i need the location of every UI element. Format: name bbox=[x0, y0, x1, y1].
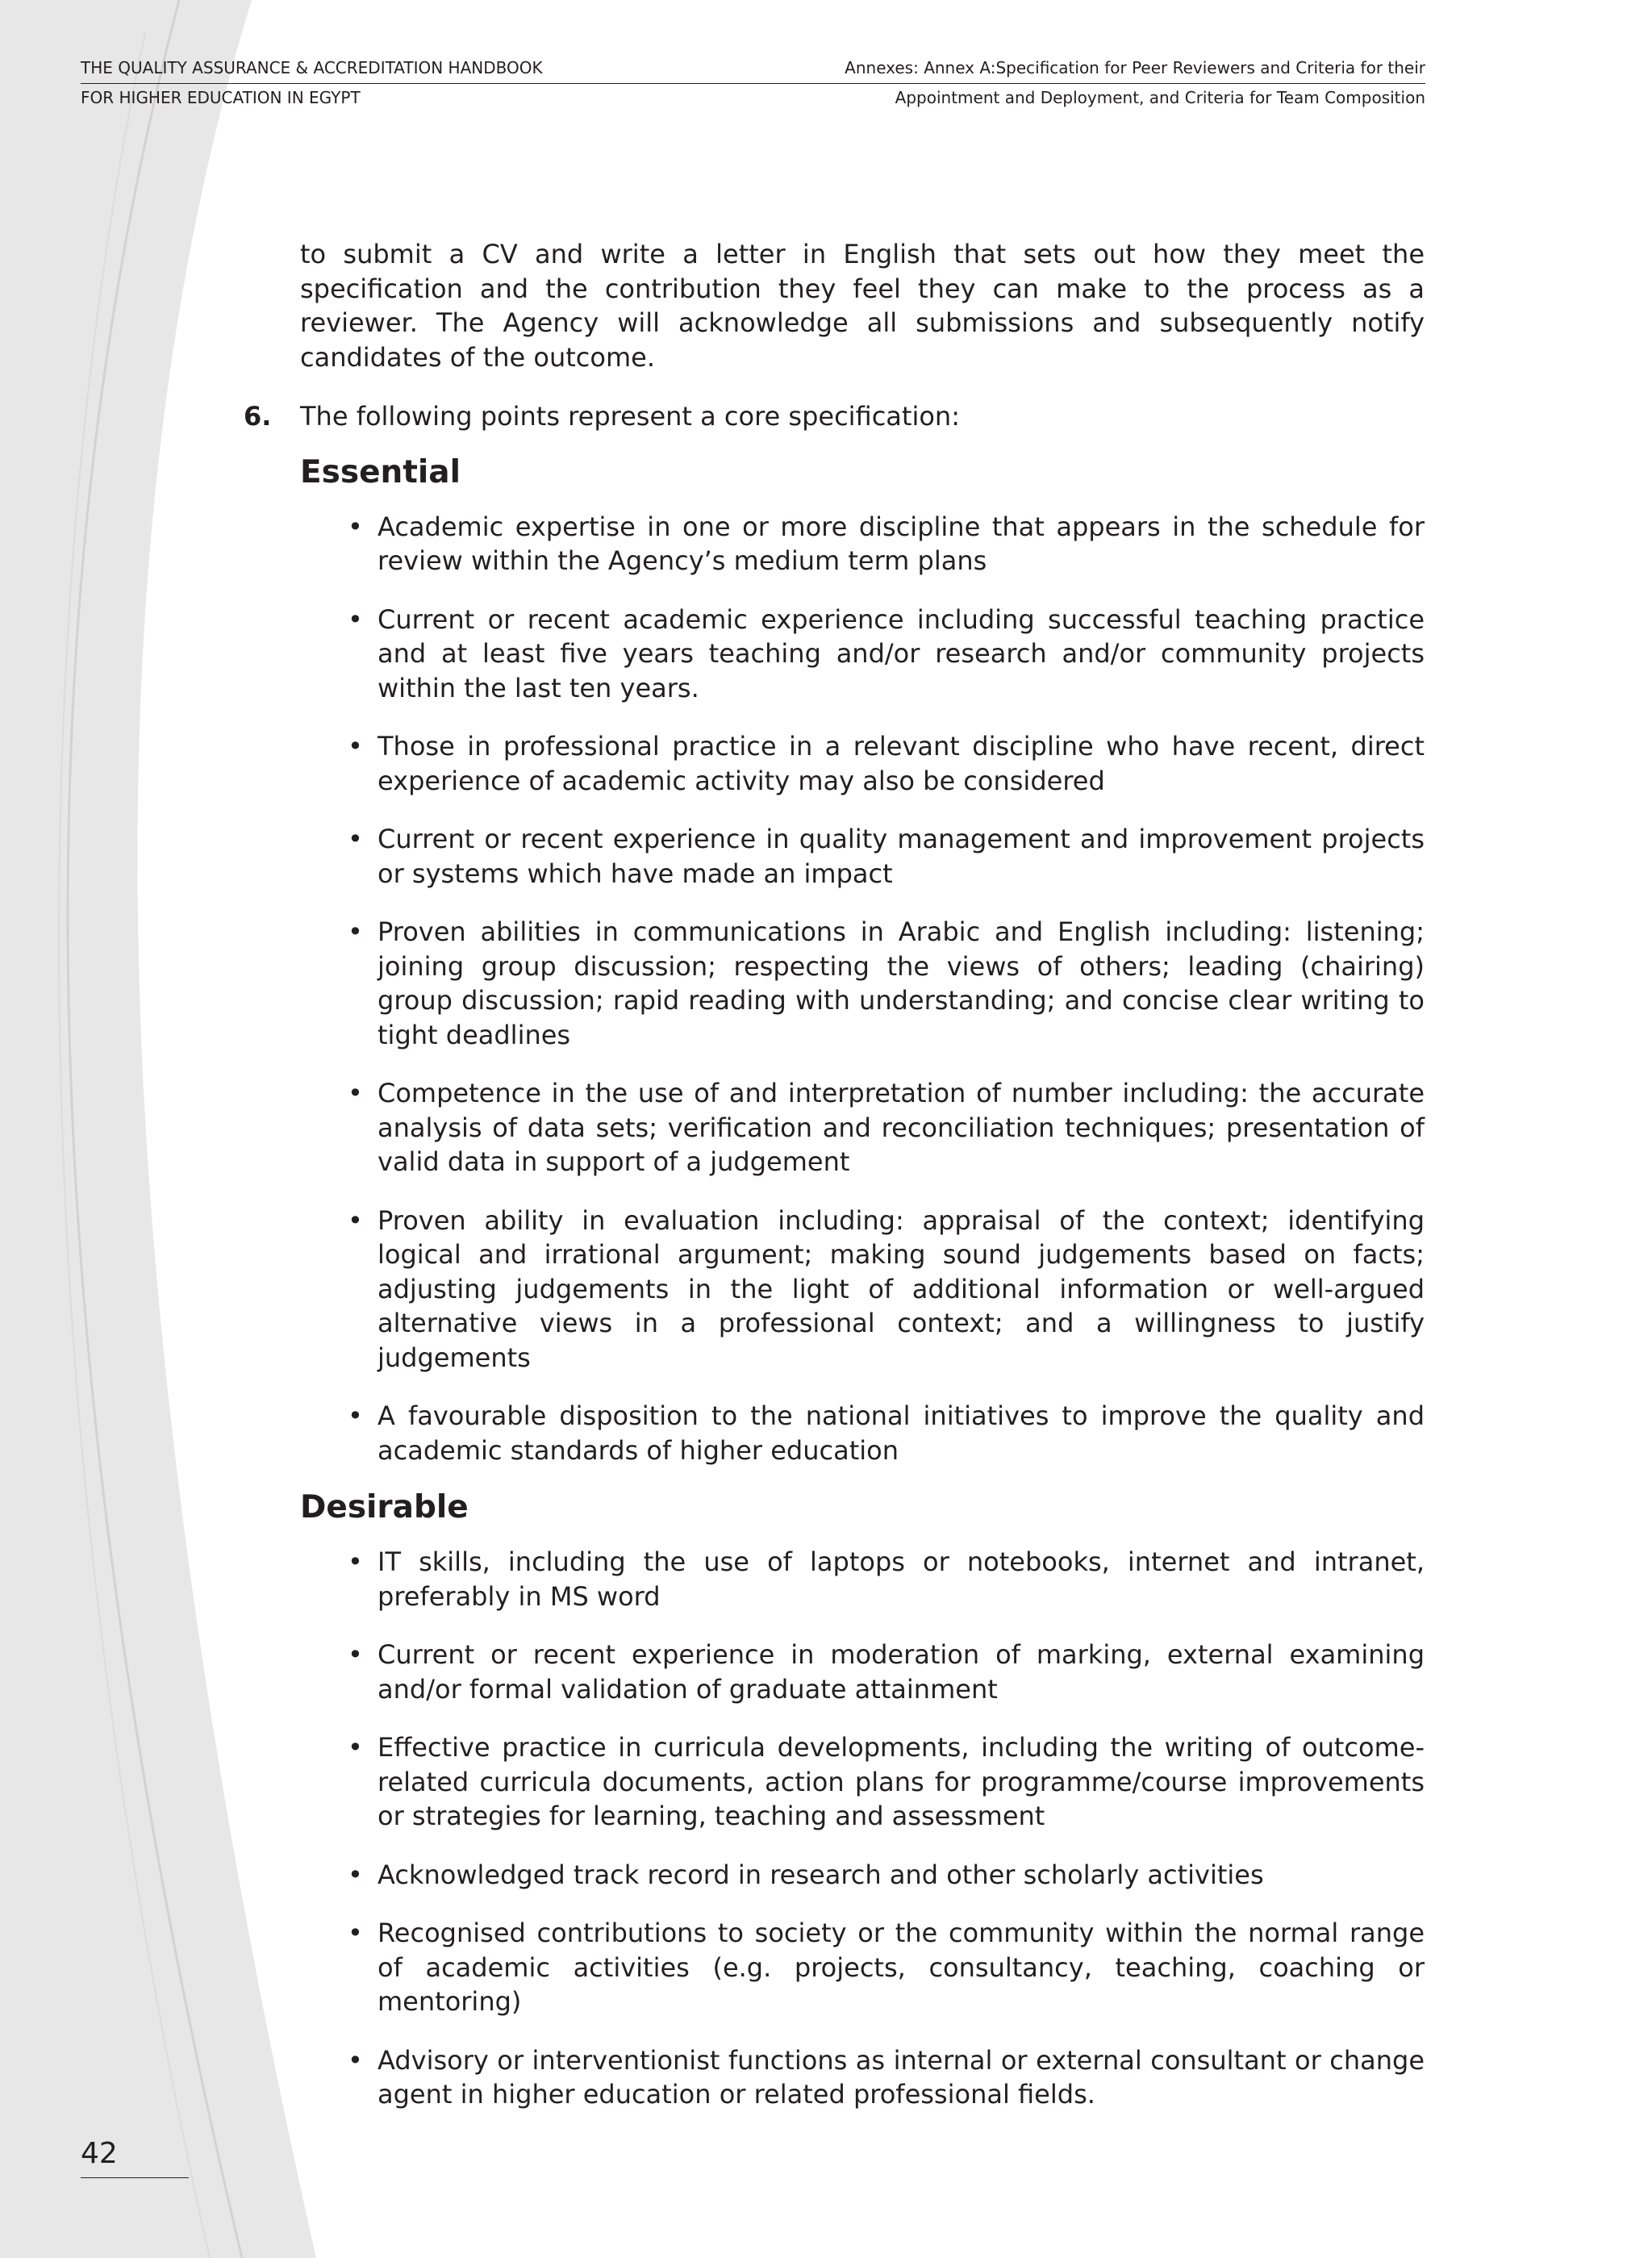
list-item-text: IT skills, including the use of laptops or notebooks, internet and intranet, preferably in MS word bbox=[378, 1546, 1425, 1612]
header-section-subtitle: Appointment and Deployment, and Criteria for Team Composition bbox=[895, 88, 1425, 107]
list-item-text: Proven abilities in communications in Arabic and English including: listening; joining group discussion; respecting the views of others; leading (chairing) group discussion; rapid reading with understanding; and concise clear writing to tight deadlines bbox=[378, 916, 1425, 1050]
list-item-text: Advisory or interventionist functions as internal or external consultant or change agent in higher education or related professional fields. bbox=[378, 2044, 1425, 2110]
intro-paragraph: to submit a CV and write a letter in English that sets out how they meet the specification and the contribution they feel they can make to the process as a reviewer. The Agency will acknowledge all submissions and subsequently notify candidates of the outcome. bbox=[300, 239, 1425, 373]
essential-list-item bbox=[350, 729, 1425, 798]
page-body bbox=[244, 237, 1425, 2136]
desirable-list bbox=[350, 1545, 1425, 2112]
list-item-text: Current or recent experience in moderation of marking, external examining and/or formal validation of graduate attainment bbox=[378, 1639, 1425, 1705]
desirable-list-item bbox=[350, 1858, 1425, 1893]
essential-list-item bbox=[350, 510, 1425, 578]
swoosh-gray-band bbox=[0, 0, 316, 2258]
list-item-text: Those in professional practice in a relevant discipline who have recent, direct experience of academic activity may also be considered bbox=[378, 731, 1425, 796]
page-number: 42 bbox=[81, 2137, 118, 2170]
header-handbook-title: THE QUALITY ASSURANCE & ACCREDITATION HANDBOOK bbox=[81, 58, 543, 77]
header-section-title: Annexes: Annex A:Specification for Peer Reviewers and Criteria for their bbox=[845, 58, 1425, 77]
essential-list-item bbox=[350, 1076, 1425, 1179]
bullet-icon: • bbox=[348, 1546, 363, 1577]
header-handbook-subtitle: FOR HIGHER EDUCATION IN EGYPT bbox=[81, 88, 361, 107]
list-item-text: A favourable disposition to the national initiatives to improve the quality and academic standards of higher education bbox=[378, 1400, 1425, 1466]
bullet-icon: • bbox=[348, 1204, 363, 1236]
bullet-icon: • bbox=[348, 731, 363, 762]
essential-list-item bbox=[350, 1204, 1425, 1375]
desirable-list-item bbox=[350, 2043, 1425, 2112]
bullet-icon: • bbox=[348, 1639, 363, 1670]
desirable-list-item bbox=[350, 1545, 1425, 1613]
desirable-list-item bbox=[350, 1638, 1425, 1706]
header-rule bbox=[81, 83, 1425, 84]
bullet-icon: • bbox=[348, 511, 363, 542]
bullet-icon: • bbox=[348, 1918, 363, 1948]
point-text: The following points represent a core specification: bbox=[300, 401, 960, 432]
point-number: 6. bbox=[244, 401, 272, 432]
bullet-icon: • bbox=[348, 2044, 363, 2076]
list-item-text: Competence in the use of and interpretation of number including: the accurate analysis of data sets; verification and reconciliation techniques; presentation of valid data in support of a judgement bbox=[378, 1078, 1425, 1177]
essential-list-item bbox=[350, 1399, 1425, 1467]
bullet-icon: • bbox=[348, 1400, 363, 1431]
bullet-icon: • bbox=[348, 1859, 363, 1890]
list-item-text: Acknowledged track record in research and other scholarly activities bbox=[378, 1859, 1264, 1890]
bullet-icon: • bbox=[348, 603, 363, 635]
list-item-text: Current or recent academic experience including successful teaching practice and at least five years teaching and/or research and/or community projects within the last ten years. bbox=[378, 603, 1425, 703]
bullet-icon: • bbox=[348, 1078, 363, 1108]
list-item-text: Recognised contributions to society or the community within the normal range of academic activities (e.g. projects, consultancy, teaching, coaching or mentoring) bbox=[378, 1918, 1425, 2017]
list-item-text: Proven ability in evaluation including: appraisal of the context; identifying logical and irrational argument; making sound judgements based on facts; adjusting judgements in the light of additional information or well-argued alternative views in a professional context; and a willingness to justify judgements bbox=[378, 1204, 1425, 1373]
list-item-text: Academic expertise in one or more discipline that appears in the schedule for review within the Agency’s medium term plans bbox=[378, 511, 1425, 576]
essential-list-item bbox=[350, 915, 1425, 1052]
list-item-text: Effective practice in curricula developments, including the writing of outcome-related curricula documents, action plans for programme/course improvements or strategies for learning, teaching and assessment bbox=[378, 1732, 1425, 1831]
bullet-icon: • bbox=[348, 1732, 363, 1763]
desirable-list-item bbox=[350, 1916, 1425, 2019]
essential-list-item bbox=[350, 822, 1425, 891]
bullet-icon: • bbox=[348, 916, 363, 947]
bullet-icon: • bbox=[348, 824, 363, 854]
essential-heading: Essential bbox=[300, 453, 461, 490]
desirable-list-item bbox=[350, 1730, 1425, 1834]
essential-list-item bbox=[350, 603, 1425, 706]
desirable-heading: Desirable bbox=[300, 1489, 469, 1526]
list-item-text: Current or recent experience in quality management and improvement projects or systems which have made an impact bbox=[378, 824, 1425, 889]
numbered-point bbox=[244, 399, 1425, 434]
essential-list bbox=[350, 510, 1425, 1468]
page-number-rule bbox=[81, 2177, 189, 2178]
